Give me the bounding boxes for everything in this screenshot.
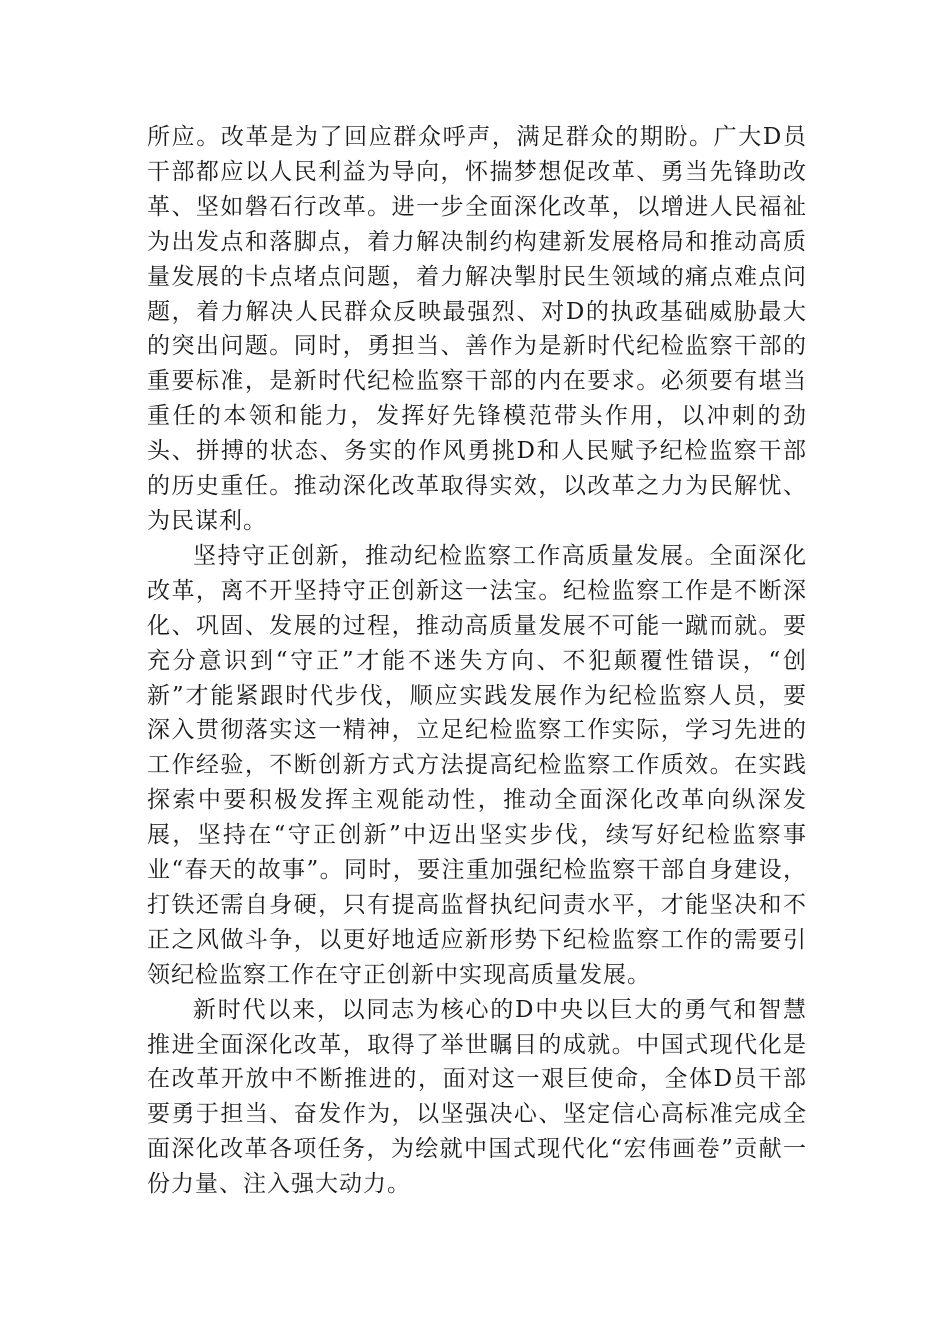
paragraph-conclusion: 新时代以来，以同志为核心的D中央以巨大的勇气和智慧推进全面深化改革，取得了举世瞩目的成就。中国式现代化是在改革开放中不断推进的，面对这一艰巨使命，全体D员干部要勇于担当、奋发作为，以坚强决心、坚定信心高标准完成全面深化改革各项任务，为绘就中国式现代化“宏伟画卷”贡献一份力量、注入强大动力。 <box>147 996 807 1198</box>
paragraph-innovation: 坚持守正创新，推动纪检监察工作高质量发展。全面深化改革，离不开坚持守正创新这一法宝。纪检监察工作是不断深化、巩固、发展的过程，推动高质量发展不可能一蹴而就。要充分意识到“守正”才能不迷失方向、不犯颠覆性错误，“创新”才能紧跟时代步伐，顺应实践发展作为纪检监察人员，要深入贯彻落实这一精神，立足纪检监察工作实际，学习先进的工作经验，不断创新方式方法提高纪检监察工作质效。在实践探索中要积极发挥主观能动性，推动全面深化改革向纵深发展，坚持在“守正创新”中迈出坚实步伐，续写好纪检监察事业“春天的故事”。同时，要注重加强纪检监察干部自身建设，打铁还需自身硬，只有提高监督执纪问责水平，才能坚决和不正之风做斗争，以更好地适应新形势下纪检监察工作的需要引领纪检监察工作在守正创新中实现高质量发展。 <box>147 542 807 988</box>
document-page <box>147 120 807 1202</box>
paragraph-continuation: 所应。改革是为了回应群众呼声，满足群众的期盼。广大D员干部都应以人民利益为导向，怀揣梦想促改革、勇当先锋助改革、坚如磐石行改革。进一步全面深化改革，以增进人民福祉为出发点和落脚点，着力解决制约构建新发展格局和推动高质量发展的卡点堵点问题，着力解决掣肘民生领域的痛点难点问题，着力解决人民群众反映最强烈、对D的执政基础威胁最大的突出问题。同时，勇担当、善作为是新时代纪检监察干部的重要标准，是新时代纪检监察干部的内在要求。必须要有堪当重任的本领和能力，发挥好先锋模范带头作用，以冲刺的劲头、拼搏的状态、务实的作风勇挑D和人民赋予纪检监察干部的历史重任。推动深化改革取得实效，以改革之力为民解忧、为民谋利。 <box>147 124 807 534</box>
